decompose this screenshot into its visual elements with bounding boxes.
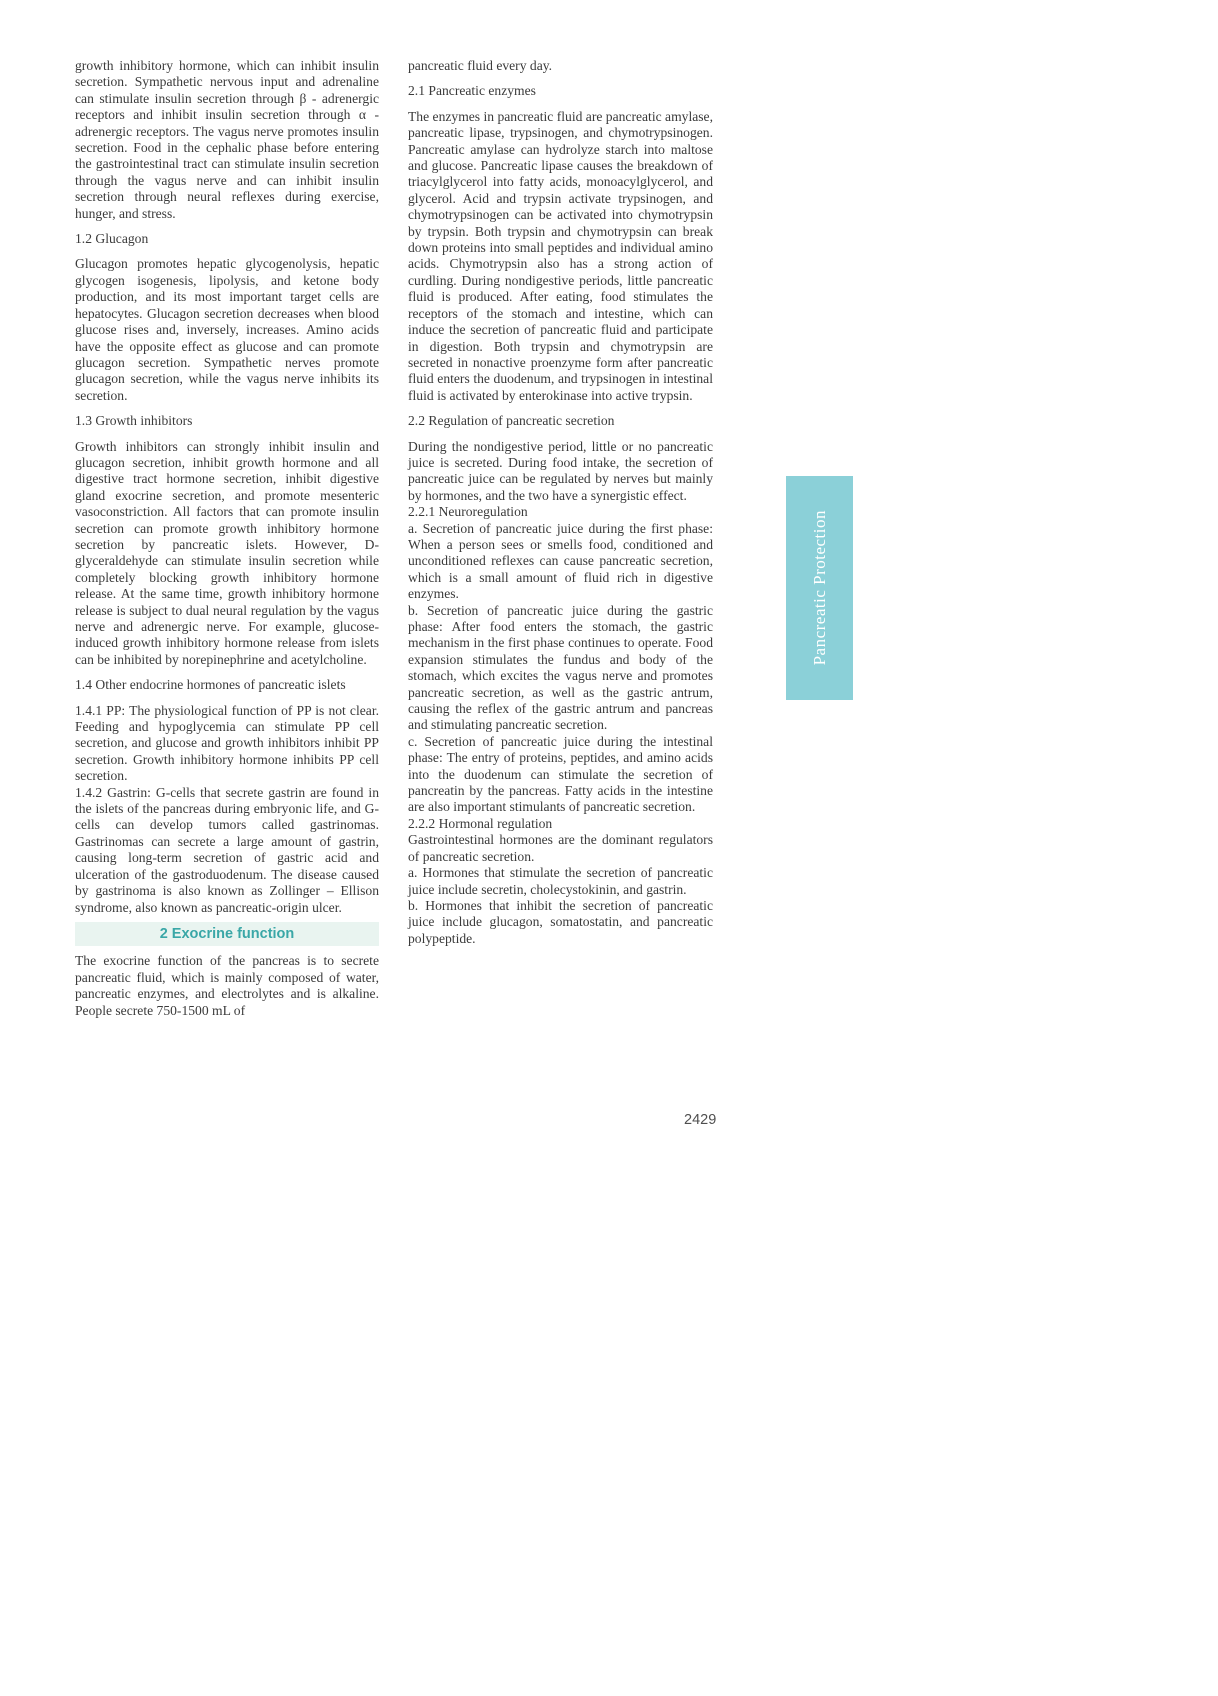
paragraph: Growth inhibitors can strongly inhibit insulin and glucagon secretion, inhibit growth hormone and all digestive tract hormone secretion, inhibit digestive gland exocrine secretion, and promote mesenteric vasoconstriction. All factors that can promote insulin secretion can promote growth inhibitory hormone secretion by pancreatic islets. However, D-glyceraldehyde can stimulate insulin secretion while completely blocking growth inhibitory hormone release. At the same time, growth inhibitory hormone release is subject to dual neural regulation by the vagus nerve and adrenergic nerve. For example, glucose-induced growth inhibitory hormone release from islets can be inhibited by norepinephrine and acetylcholine. (75, 438, 379, 667)
section-banner: 2 Exocrine function (75, 922, 379, 946)
paragraph: b. Secretion of pancreatic juice during the gastric phase: After food enters the stomach, the gastric mechanism in the first phase continues to operate. Food expansion stimulates the fundus and body of the stomach, which excites the vagus nerve and promotes pancreatic secretion, as well as the gastric antrum, causing the reflex of the gastric antrum and pancreas and stimulating pancreatic secretion. (408, 602, 713, 733)
paragraph: 2.2.1 Neuroregulation (408, 504, 528, 520)
paragraph: 1.4.2 Gastrin: G-cells that secrete gastrin are found in the islets of the pancreas during embryonic life, and G-cells can develop tumors called gastrinomas. Gastrinomas can secrete a large amount of gastrin, causing long-term secretion of gastric acid and ulceration of the gastroduodenum. The disease caused by gastrinoma is also known as Zollinger – Ellison syndrome, also known as pancreatic-origin ulcer. (75, 784, 379, 915)
paragraph: a. Secretion of pancreatic juice during the first phase: When a person sees or smells food, conditioned and unconditioned reflexes can cause pancreatic secretion, which is a small amount of fluid rich in digestive enzymes. (408, 520, 713, 602)
paragraph: The exocrine function of the pancreas is to secrete pancreatic fluid, which is mainly composed of water, pancreatic enzymes, and electrolytes and is alkaline. People secrete 750-1500 mL of (75, 953, 379, 1018)
text-column-left (75, 58, 379, 1019)
paragraph: 1.4.1 PP: The physiological function of PP is not clear. Feeding and hypoglycemia can stimulate PP cell secretion, and glucose and growth inhibitors inhibit PP secretion. Growth inhibitory hormone inhibits PP cell secretion. (75, 702, 379, 784)
paragraph: c. Secretion of pancreatic juice during the intestinal phase: The entry of proteins, peptides, and amino acids into the duodenum can stimulate the secretion of pancreatin by the pancreas. Fatty acids in the intestine are also important stimulants of pancreatic secretion. (408, 733, 713, 815)
page-number: 2429 (684, 1112, 717, 1128)
chapter-thumb-tab-label: Pancreatic Protection (809, 510, 829, 666)
section-heading: 1.4 Other endocrine hormones of pancreatic islets (75, 677, 346, 693)
paragraph: b. Hormones that inhibit the secretion of pancreatic juice include glucagon, somatostatin, and pancreatic polypeptide. (408, 897, 713, 946)
section-heading: 2.2 Regulation of pancreatic secretion (408, 413, 615, 429)
paragraph: During the nondigestive period, little or no pancreatic juice is secreted. During food intake, the secretion of pancreatic juice can be regulated by nerves but mainly by hormones, and the two have a synergistic effect. (408, 438, 713, 503)
paragraph: a. Hormones that stimulate the secretion of pancreatic juice include secretin, cholecystokinin, and gastrin. (408, 865, 713, 897)
paragraph: Glucagon promotes hepatic glycogenolysis, hepatic glycogen isogenesis, lipolysis, and ketone body production, and its most important target cells are hepatocytes. Glucagon secretion decreases when blood glucose rises and, inversely, increases. Amino acids have the opposite effect as glucose and can promote glucagon secretion. Sympathetic nerves promote glucagon secretion, while the vagus nerve inhibits its secretion. (75, 256, 379, 403)
text-column-right (408, 58, 713, 947)
section-heading: 2.1 Pancreatic enzymes (408, 83, 536, 99)
paragraph: growth inhibitory hormone, which can inhibit insulin secretion. Sympathetic nervous input and adrenaline can stimulate insulin secretion through β - adrenergic receptors and inhibit insulin secretion through α - adrenergic receptors. The vagus nerve promotes insulin secretion. Food in the cephalic phase before entering the gastrointestinal tract can stimulate insulin secretion through the vagus nerve and can inhibit insulin secretion through neural reflexes during exercise, hunger, and stress. (75, 58, 379, 221)
paragraph: pancreatic fluid every day. (408, 58, 553, 73)
chapter-thumb-tab[interactable] (786, 476, 853, 700)
section-heading: 1.2 Glucagon (75, 231, 149, 247)
paragraph: The enzymes in pancreatic fluid are pancreatic amylase, pancreatic lipase, trypsinogen, and chymotrypsinogen. Pancreatic amylase can hydrolyze starch into maltose and glucose. Pancreatic lipase causes the breakdown of triacylglycerol into fatty acids, monoacylglycerol, and glycerol. Acid and trypsin activate trypsinogen, and chymotrypsinogen can be activated into chymotrypsin by trypsin. Both trypsin and chymotrypsin can break down proteins into small peptides and individual amino acids. Chymotrypsin also has a strong action of curdling. During nondigestive periods, little pancreatic fluid is produced. After eating, food stimulates the receptors of the stomach and intestine, which can induce the secretion of pancreatic fluid and participate in digestion. Both trypsin and chymotrypsin are secreted in nonactive proenzyme form after pancreatic fluid enters the duodenum, and trypsinogen in intestinal fluid is activated by enterokinase into active trypsin. (408, 108, 713, 403)
section-heading: 1.3 Growth inhibitors (75, 413, 193, 429)
paragraph: 2.2.2 Hormonal regulation (408, 815, 553, 831)
paragraph: Gastrointestinal hormones are the dominant regulators of pancreatic secretion. (408, 832, 713, 864)
